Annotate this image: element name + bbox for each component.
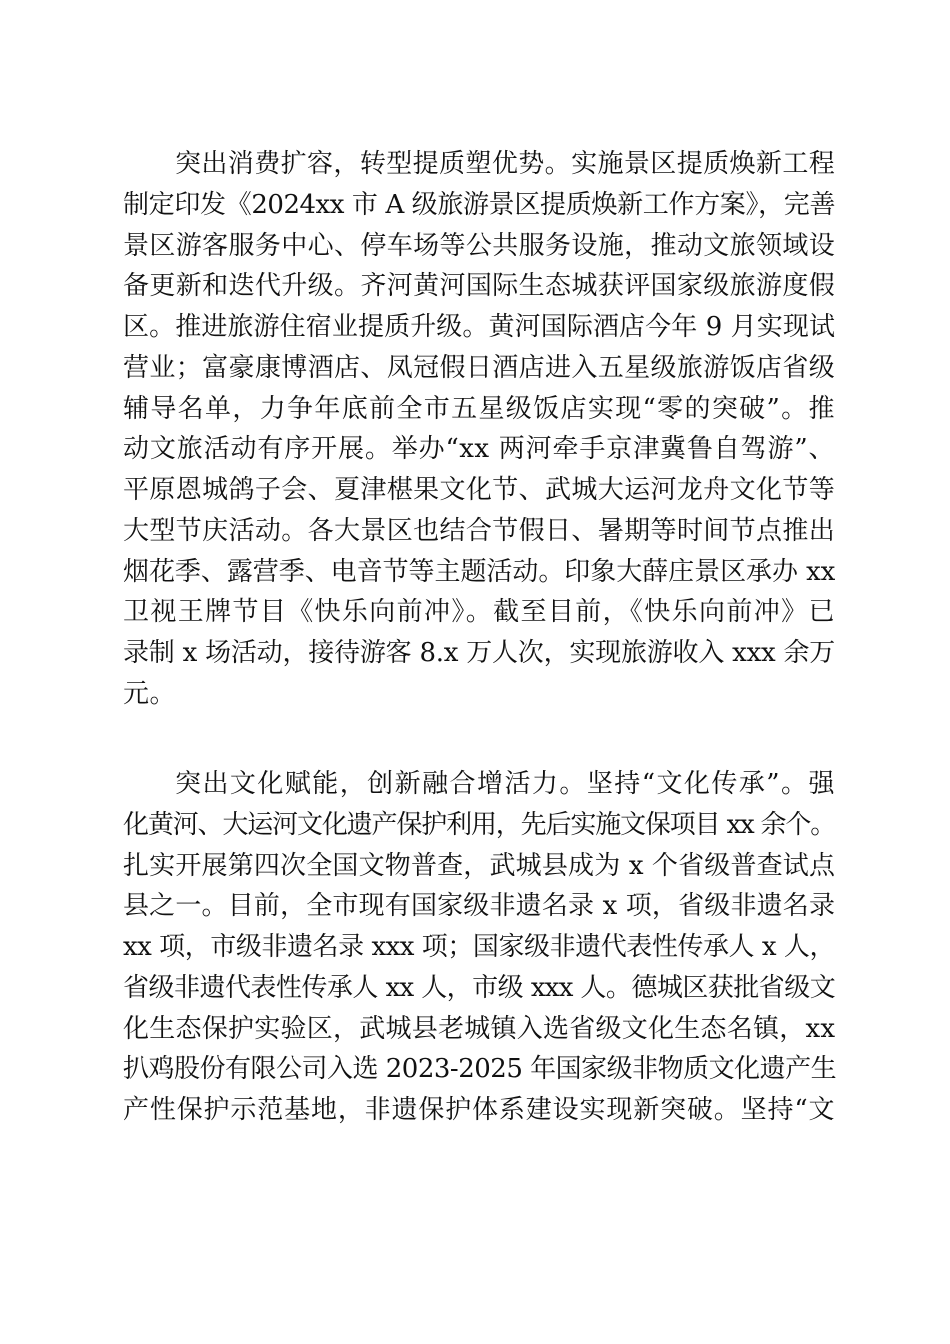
paragraph-line: xx 项，市级非遗名录 xxx 项；国家级非遗代表性传承人 x 人，	[123, 932, 835, 962]
paragraph-line: 烟花季、露营季、电音节等主题活动。印象大薛庄景区承办 xx	[123, 556, 835, 587]
paragraph-line: 化黄河、大运河文化遗产保护利用，先后实施文保项目 xx 余个。	[123, 809, 835, 840]
paragraph-line: 元。	[123, 678, 177, 709]
paragraph-line: 扎实开展第四次全国文物普查，武城县成为 x 个省级普查试点	[123, 850, 835, 881]
paragraph-cultural-empowerment	[123, 764, 835, 1131]
paragraph-line: 区。推进旅游住宿业提质升级。黄河国际酒店今年 9 月实现试	[123, 312, 835, 342]
paragraph-line: 景区游客服务中心、停车场等公共服务设施，推动文旅领域设	[123, 230, 835, 261]
paragraph-consumption-expansion	[123, 144, 835, 715]
paragraph-line: 卫视王牌节目《快乐向前冲》。截至目前，《快乐向前冲》已	[123, 597, 835, 628]
paragraph-line: 录制 x 场活动，接待游客 8.x 万人次，实现旅游收入 xxx 余万	[123, 638, 835, 668]
paragraph-line: 产性保护示范基地，非遗保护体系建设实现新突破。坚持“文	[123, 1095, 835, 1125]
paragraph-line: 突出文化赋能，创新融合增活力。坚持“文化传承”。强	[175, 769, 835, 799]
paragraph-line: 平原恩城鸽子会、夏津椹果文化节、武城大运河龙舟文化节等	[123, 475, 835, 505]
paragraph-line: 县之一。目前，全市现有国家级非遗名录 x 项，省级非遗名录	[123, 891, 835, 922]
paragraph-line: 制定印发《2024xx 市 A 级旅游景区提质焕新工作方案》，完善	[123, 189, 835, 220]
paragraph-line: 营业；富豪康博酒店、凤冠假日酒店进入五星级旅游饭店省级	[123, 352, 835, 383]
paragraph-line: 辅导名单，力争年底前全市五星级饭店实现“零的突破”。推	[123, 393, 835, 424]
paragraph-line: 动文旅活动有序开展。举办“xx 两河牵手京津冀鲁自驾游”、	[123, 434, 835, 465]
paragraph-line: 化生态保护实验区，武城县老城镇入选省级文化生态名镇，xx	[123, 1013, 836, 1044]
paragraph-line: 突出消费扩容，转型提质塑优势。实施景区提质焕新工程	[175, 149, 835, 179]
paragraph-line: 省级非遗代表性传承人 xx 人，市级 xxx 人。德城区获批省级文	[123, 972, 835, 1003]
paragraph-line: 备更新和迭代升级。齐河黄河国际生态城获评国家级旅游度假	[123, 271, 835, 302]
paragraph-line: 大型节庆活动。各大景区也结合节假日、暑期等时间节点推出	[123, 515, 835, 546]
paragraph-line: 扒鸡股份有限公司入选 2023-2025 年国家级非物质文化遗产生	[123, 1054, 837, 1085]
